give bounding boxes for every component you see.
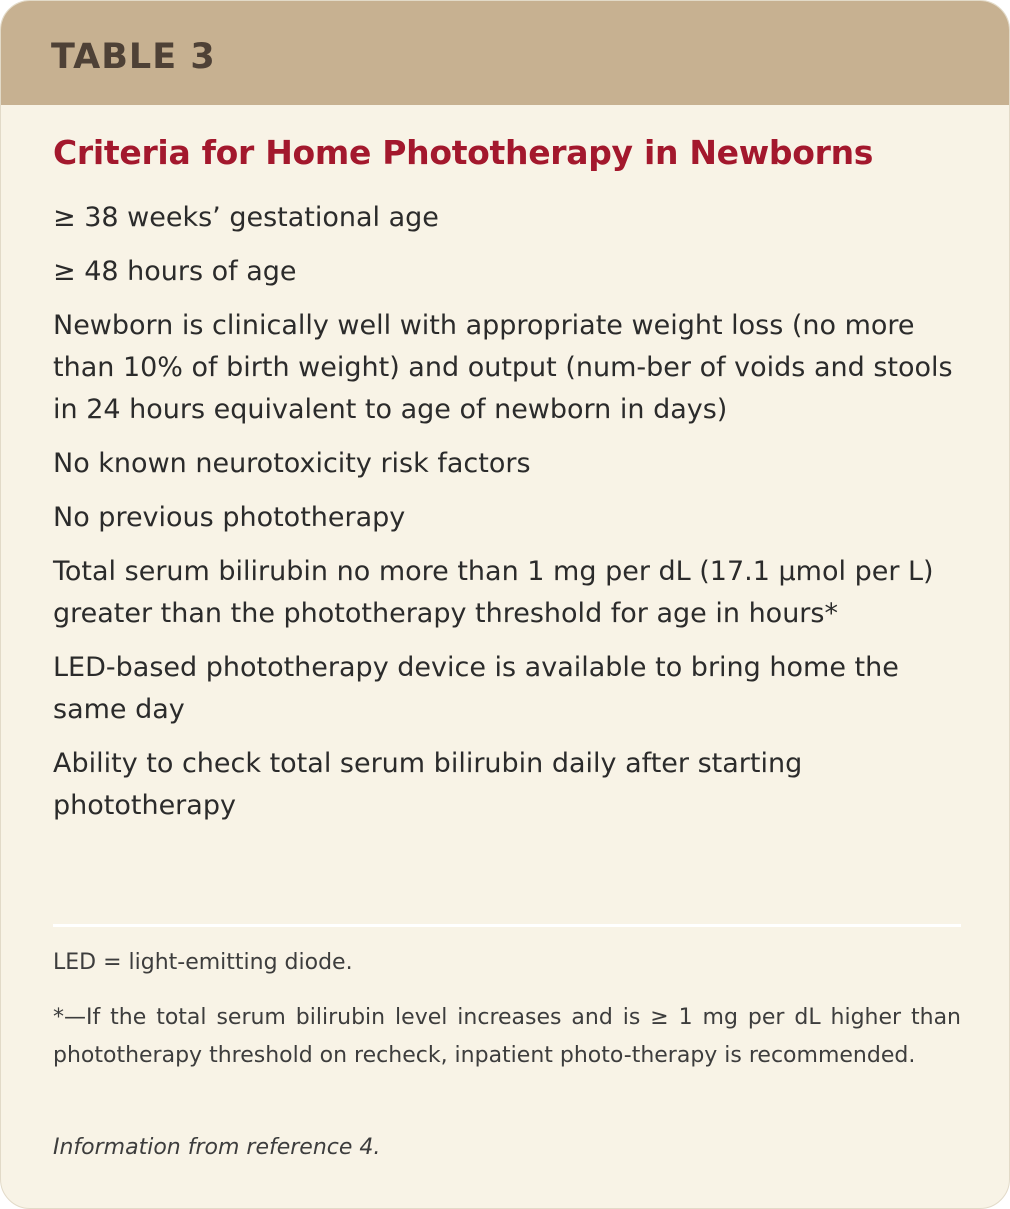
criteria-item: Ability to check total serum bilirubin daily after starting phototherapy <box>53 748 803 821</box>
criteria-item: LED-based phototherapy device is available to bring home the same day <box>53 652 899 725</box>
notes-divider <box>53 924 961 927</box>
source-note: Information from reference 4. <box>53 1135 381 1160</box>
criteria-item: ≥ 38 weeks’ gestational age <box>53 202 439 233</box>
criteria-item: No previous phototherapy <box>53 502 406 533</box>
table-title: Criteria for Home Phototherapy in Newborns <box>53 133 874 172</box>
abbreviation-note: LED = light-emitting diode. <box>53 950 353 975</box>
table-number-label: TABLE 3 <box>51 37 216 77</box>
criteria-item: ≥ 48 hours of age <box>53 256 297 287</box>
criteria-item: No known neurotoxicity risk factors <box>53 448 531 479</box>
footnote: *—If the total serum bilirubin level increases and is ≥ 1 mg per dL higher than phototherapy threshold on recheck, inpatient photo-therapy is recommended. <box>53 1005 961 1068</box>
criteria-item: Newborn is clinically well with appropriate weight loss (no more than 10% of birth weight) and output (num-ber of voids and stools in 24 hours equivalent to age of newborn in days) <box>53 310 953 425</box>
criteria-list <box>53 197 963 839</box>
criteria-item: Total serum bilirubin no more than 1 mg per dL (17.1 μmol per L) greater than the phototherapy threshold for age in hours* <box>53 556 934 629</box>
table-header <box>1 1 1009 105</box>
